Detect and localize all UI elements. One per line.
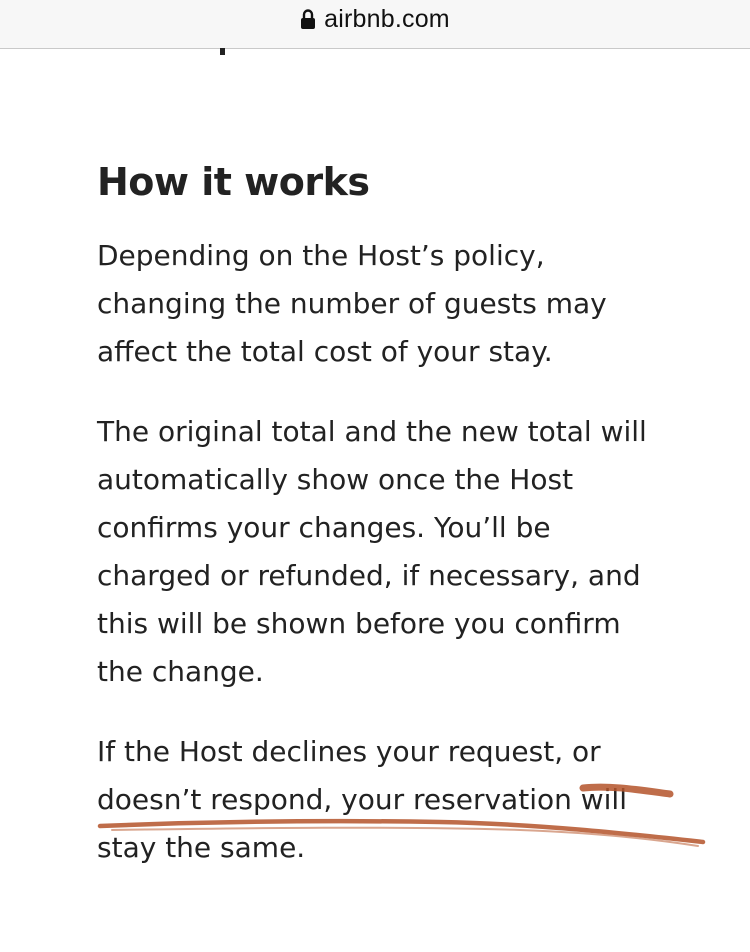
url-display[interactable] [300,5,450,34]
section-heading: How it works [97,160,370,204]
clipped-text-fragment [220,48,225,55]
url-text: airbnb.com [324,4,450,33]
lock-icon [300,8,316,30]
article-content [97,150,697,904]
paragraph-totals: The original total and the new total will automatically show once the Host confirms your changes. You’ll be charged or refunded, if necessary, and this will be shown before you confirm the change. [97,415,647,688]
paragraph-decline: If the Host declines your request, or doesn’t respond, your reservation will stay the same. [97,735,627,864]
browser-url-bar[interactable] [0,0,750,49]
paragraph-pricing: Depending on the Host’s policy, changing the number of guests may affect the total cost of your stay. [97,239,607,368]
